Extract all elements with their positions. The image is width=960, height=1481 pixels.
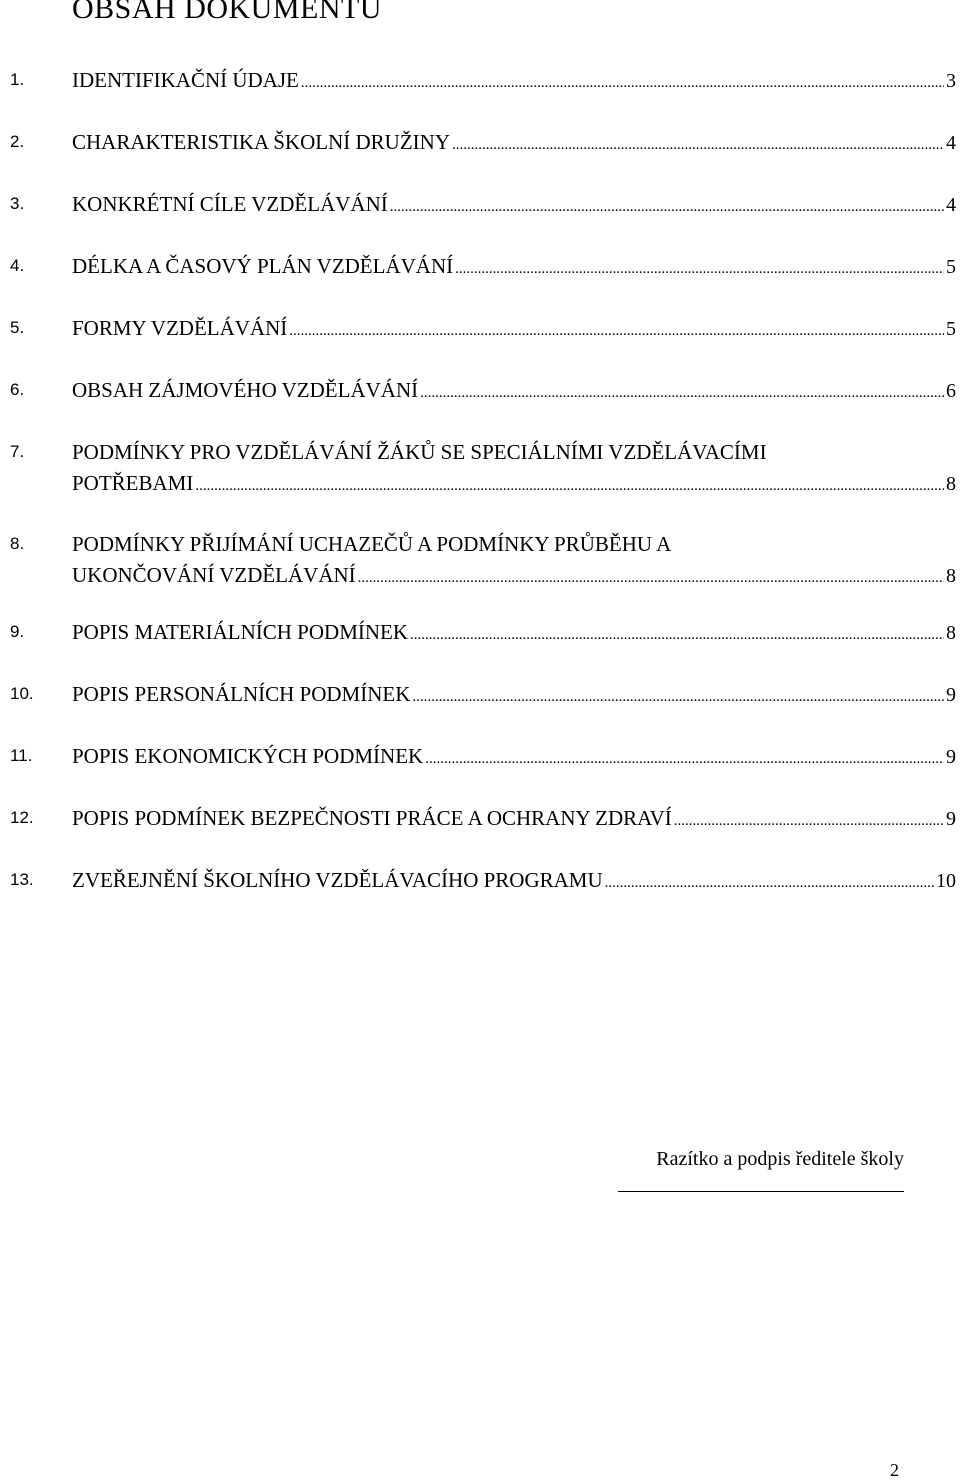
toc-entry-page: 4	[946, 194, 956, 216]
toc-entry-label: PODMÍNKY PRO VZDĚLÁVÁNÍ ŽÁKŮ SE SPECIÁLNÍMI VZDĚLÁVACÍMI	[72, 440, 767, 464]
toc-entry-number: 8.	[10, 534, 25, 553]
page-number: 2	[890, 1460, 899, 1480]
toc-entry-label: IDENTIFIKAČNÍ ÚDAJE	[72, 68, 299, 92]
toc-entry-page: 9	[946, 684, 956, 706]
toc-entry-label: POTŘEBAMI	[72, 471, 194, 495]
toc-dot-leader	[452, 131, 944, 159]
toc-entry-page: 5	[946, 318, 956, 340]
toc-entry-label: UKONČOVÁNÍ VZDĚLÁVÁNÍ	[72, 563, 356, 587]
toc-entry-number: 2.	[10, 132, 25, 151]
signature-label: Razítko a podpis ředitele školy	[656, 1148, 904, 1170]
toc-entry-label: POPIS EKONOMICKÝCH PODMÍNEK	[72, 744, 424, 768]
toc-entry-label: POPIS PERSONÁLNÍCH PODMÍNEK	[72, 682, 411, 706]
toc-entry-number: 10.	[10, 684, 34, 703]
toc-entry-label: DÉLKA A ČASOVÝ PLÁN VZDĚLÁVÁNÍ	[72, 254, 454, 278]
toc-entry-number: 3.	[10, 194, 25, 213]
toc-entry-label: OBSAH ZÁJMOVÉHO VZDĚLÁVÁNÍ	[72, 378, 419, 402]
signature-line	[618, 1191, 904, 1192]
toc-dot-leader	[195, 472, 944, 500]
toc-dot-leader	[455, 255, 944, 283]
document-title: OBSAH DOKUMENTU	[72, 0, 383, 25]
toc-entry-page: 8	[946, 473, 956, 495]
toc-entry-page: 3	[946, 70, 956, 92]
toc-entry-number: 5.	[10, 318, 25, 337]
toc-dot-leader	[425, 745, 944, 773]
toc-dot-leader	[410, 621, 944, 649]
toc-entry-page: 10	[936, 870, 956, 892]
toc-entry-number: 13.	[10, 870, 34, 889]
toc-dot-leader	[301, 69, 944, 97]
toc-entry-label: PODMÍNKY PŘIJÍMÁNÍ UCHAZEČŮ A PODMÍNKY PRŮBĚHU A	[72, 532, 672, 556]
toc-entry-label: KONKRÉTNÍ CÍLE VZDĚLÁVÁNÍ	[72, 192, 388, 216]
toc-entry-number: 12.	[10, 808, 34, 827]
toc-entry-page: 4	[946, 132, 956, 154]
toc-dot-leader	[390, 193, 944, 221]
toc-entry-page: 5	[946, 256, 956, 278]
toc-entry-number: 1.	[10, 70, 25, 89]
toc-entry-page: 8	[946, 622, 956, 644]
toc-entry-label: FORMY VZDĚLÁVÁNÍ	[72, 316, 288, 340]
toc-entry-label: POPIS MATERIÁLNÍCH PODMÍNEK	[72, 620, 409, 644]
toc-dot-leader	[420, 379, 944, 407]
toc-entry-number: 7.	[10, 442, 25, 461]
toc-entry-label: ZVEŘEJNĚNÍ ŠKOLNÍHO VZDĚLÁVACÍHO PROGRAMU	[72, 868, 603, 892]
toc-entry-number: 6.	[10, 380, 25, 399]
toc-entry-number: 9.	[10, 622, 25, 641]
toc-entry-number: 4.	[10, 256, 25, 275]
toc-entry-label: POPIS PODMÍNEK BEZPEČNOSTI PRÁCE A OCHRANY ZDRAVÍ	[72, 806, 672, 830]
toc-dot-leader	[289, 317, 944, 345]
toc-entry-page: 9	[946, 746, 956, 768]
toc-dot-leader	[674, 807, 944, 835]
toc-entry-page: 6	[946, 380, 956, 402]
toc-entry-number: 11.	[10, 746, 33, 765]
toc-entry-page: 8	[946, 565, 956, 587]
toc-dot-leader	[358, 564, 944, 592]
toc-dot-leader	[605, 869, 934, 897]
toc-dot-leader	[412, 683, 944, 711]
toc-entry-page: 9	[946, 808, 956, 830]
toc-entry-label: CHARAKTERISTIKA ŠKOLNÍ DRUŽINY	[72, 130, 450, 154]
